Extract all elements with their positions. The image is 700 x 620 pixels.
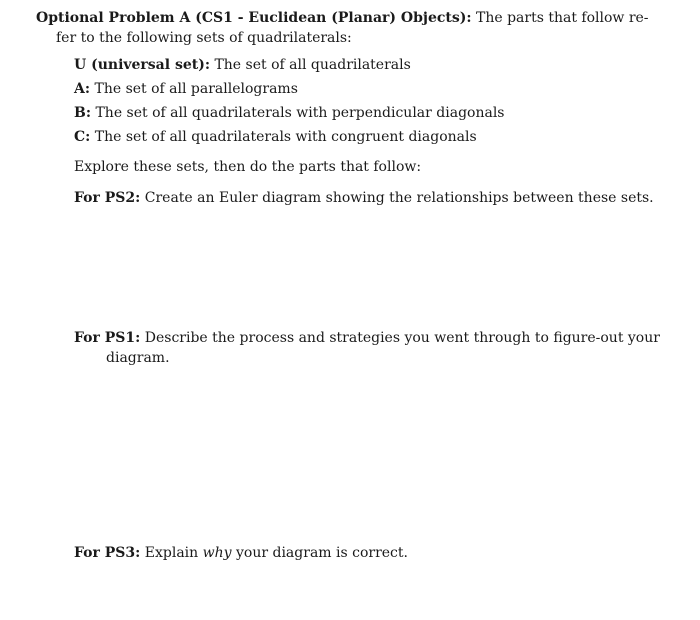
part-ps2 — [74, 188, 654, 208]
set-b — [74, 103, 504, 123]
heading-label: Optional Problem A (CS1 - Euclidean (Planar) Objects): — [36, 10, 472, 26]
part-text: Describe the process and strategies you went through to figure-out your — [144, 330, 660, 346]
set-description: The set of all quadrilaterals with perpendicular diagonals — [95, 105, 505, 121]
set-label: U (universal set): — [74, 57, 210, 73]
part-label: For PS3: — [74, 545, 141, 561]
set-a — [74, 79, 298, 99]
set-description: The set of all quadrilaterals — [214, 57, 411, 73]
heading-line-1 — [36, 8, 649, 28]
heading-text-1: The parts that follow re- — [475, 10, 649, 26]
set-label: A: — [74, 81, 91, 97]
part-text-emphasis: why — [202, 545, 232, 561]
part-text: Create an Euler diagram showing the relationships between these sets. — [144, 190, 654, 206]
set-label: C: — [74, 129, 91, 145]
problem-heading — [36, 8, 649, 48]
set-universal — [74, 55, 411, 75]
part-ps1-line-1 — [74, 328, 660, 348]
part-label: For PS1: — [74, 330, 141, 346]
part-ps3 — [74, 543, 408, 563]
set-description: The set of all quadrilaterals with congruent diagonals — [94, 129, 477, 145]
set-label: B: — [74, 105, 92, 121]
set-description: The set of all parallelograms — [94, 81, 298, 97]
heading-text-2: fer to the following sets of quadrilaterals: — [56, 30, 352, 46]
part-label: For PS2: — [74, 190, 141, 206]
set-c — [74, 127, 477, 147]
part-text: Explain — [144, 545, 199, 561]
part-ps1 — [74, 328, 660, 368]
part-text-end: your diagram is correct. — [236, 545, 408, 561]
explore-instruction: Explore these sets, then do the parts that follow: — [74, 159, 422, 175]
part-text-continued: diagram. — [106, 350, 170, 366]
